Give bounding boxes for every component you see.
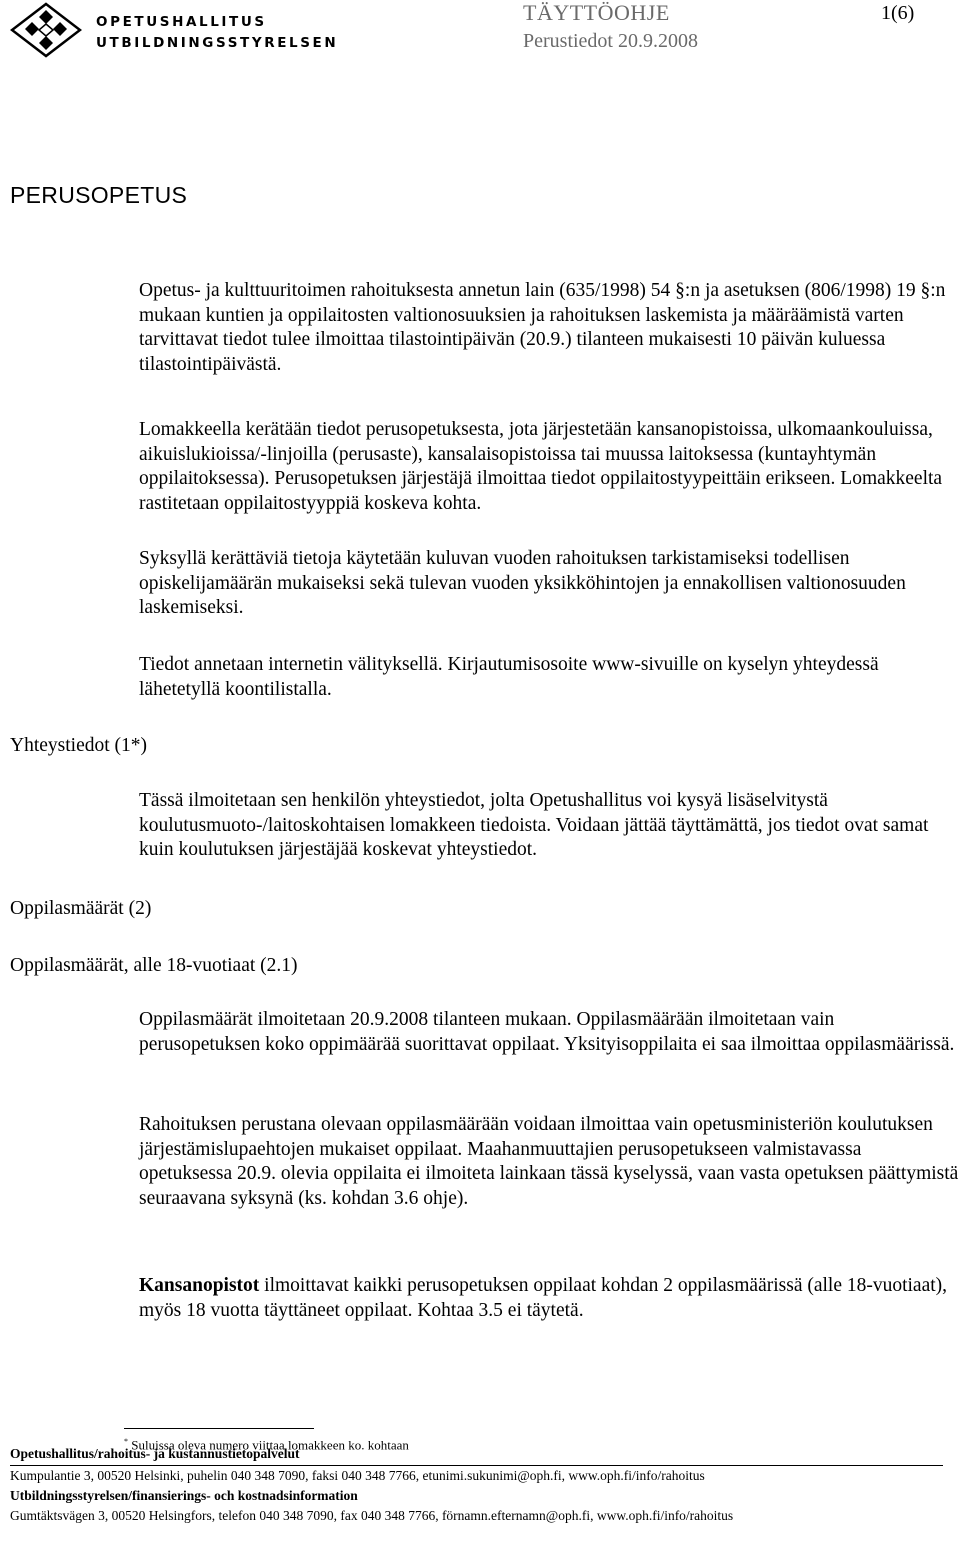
logo-org-fi: OPETUSHALLITUS xyxy=(96,14,267,30)
footer-divider xyxy=(10,1465,943,1466)
paragraph-intro: Opetus- ja kulttuuritoimen rahoituksesta annetun lain (635/1998) 54 §:n ja asetuksen (806/1998) 19 §:n mukaan kuntien ja oppilaitosten valtionosuuksien ja rahoituksen laskemista ja määräämistä varten tarvittavat tiedot tulee ilmoittaa tilastointipäivän (20.9.) tilanteen mukaisesti 10 päivän kuluessa tilastointipäivästä. xyxy=(139,280,946,375)
logo-org-sv: UTBILDNINGSSTYRELSEN xyxy=(96,35,339,51)
organization-logo xyxy=(10,2,339,58)
footnote-divider xyxy=(124,1428,314,1429)
paragraph-syksylla: Syksyllä kerättäviä tietoja käytetään kuluvan vuoden rahoituksen tarkistamiseksi todellisen opiskelijamäärän mukaiseksi sekä tulevan vuoden yksikköhintojen ja ennakollisen valtionosuuden laskemiseksi. xyxy=(139,548,906,619)
document-date: Perustiedot 20.9.2008 xyxy=(523,30,698,52)
paragraph-oppilasmaarat: Oppilasmäärät ilmoitetaan 20.9.2008 tilanteen mukaan. Oppilasmäärään ilmoitetaan vain perusopetuksen koko oppimäärää suorittavat oppilaat. Yksityisoppilaita ei saa ilmoittaa oppilasmäärissä. xyxy=(139,1009,955,1055)
paragraph-kansanopistot xyxy=(139,1274,959,1323)
section-label-oppilasmaarat: Oppilasmäärät (2) xyxy=(10,898,152,919)
footnote-marker: * xyxy=(124,1437,128,1446)
kansanopistot-text: ilmoittavat kaikki perusopetuksen oppilaat kohdan 2 oppilasmäärissä (alle 18-vuotiaat), myös 18 vuotta täyttäneet oppilaat. Kohtaa 3.5 ei täytetä. xyxy=(139,1275,948,1321)
footer-address-fi: Kumpulantie 3, 00520 Helsinki, puhelin 040 348 7090, faksi 040 348 7766, etunimi.sukunimi@oph.fi, www.oph.fi/info/rahoitus xyxy=(10,1468,705,1483)
page-title: PERUSOPETUS xyxy=(10,182,188,208)
footer-org-sv: Utbildningsstyrelsen/finansierings- och kostnadsinformation xyxy=(10,1488,358,1503)
section-label-oppilasmaarat-alle: Oppilasmäärät, alle 18-vuotiaat (2.1) xyxy=(10,955,298,976)
paragraph-tassa: Tässä ilmoitetaan sen henkilön yhteystiedot, jolta Opetushallitus voi kysyä lisäselvitystä koulutusmuoto-/laitoskohtaisen lomakkeen tiedoista. Voidaan jättää täyttämättä, jos tiedot ovat samat kuin koulutuksen järjestäjää koskevat yhteystiedot. xyxy=(139,790,929,861)
paragraph-rahoituksen: Rahoituksen perustana olevaan oppilasmäärään voidaan ilmoittaa vain opetusministeriön koulutuksen järjestämislupaehtojen mukaiset oppilaat. Maahanmuuttajien perusopetukseen valmistavassa opetuksessa 20.9. olevia oppilaita ei ilmoiteta lainkaan tässä kyselyssä, vaan vasta opetuksen päättymistä seuraavana syksynä (ks. kohdan 3.6 ohje). xyxy=(139,1114,959,1209)
footer-address-sv: Gumtäktsvägen 3, 00520 Helsingfors, telefon 040 348 7090, fax 040 348 7766, förnamn.efternamn@oph.fi, www.oph.fi/info/rahoitus xyxy=(10,1508,734,1523)
logo-text xyxy=(96,12,338,54)
footer-org-fi: Opetushallitus/rahoitus- ja kustannustietopalvelut xyxy=(10,1446,300,1461)
document-type: TÄYTTÖOHJE xyxy=(523,0,670,25)
section-label-yhteystiedot: Yhteystiedot (1*) xyxy=(10,735,148,756)
paragraph-tiedot: Tiedot annetaan internetin välityksellä. Kirjautumisosoite www-sivuille on kyselyn yhteydessä lähetetyllä koontilistalla. xyxy=(139,654,879,700)
opetushallitus-logo-icon xyxy=(10,2,82,58)
page-number: 1(6) xyxy=(881,2,915,24)
paragraph-lomake: Lomakkeella kerätään tiedot perusopetuksesta, jota järjestetään kansanopistoissa, ulkomaankouluissa, aikuislukioissa/-linjoilla (perusaste), kansalaisopistoissa tai muussa laitoksessa (kuntayhtymän oppilaitoksessa). Perusopetuksen järjestäjä ilmoittaa tiedot oppilaitostyypeittäin erikseen. Lomakkeelta rastitetaan oppilaitostyyppiä koskeva kohta. xyxy=(139,419,943,514)
footnote-text: Suluissa oleva numero viittaa lomakkeen ko. kohtaan xyxy=(128,1437,409,1453)
kansanopistot-bold: Kansanopistot xyxy=(139,1275,260,1296)
